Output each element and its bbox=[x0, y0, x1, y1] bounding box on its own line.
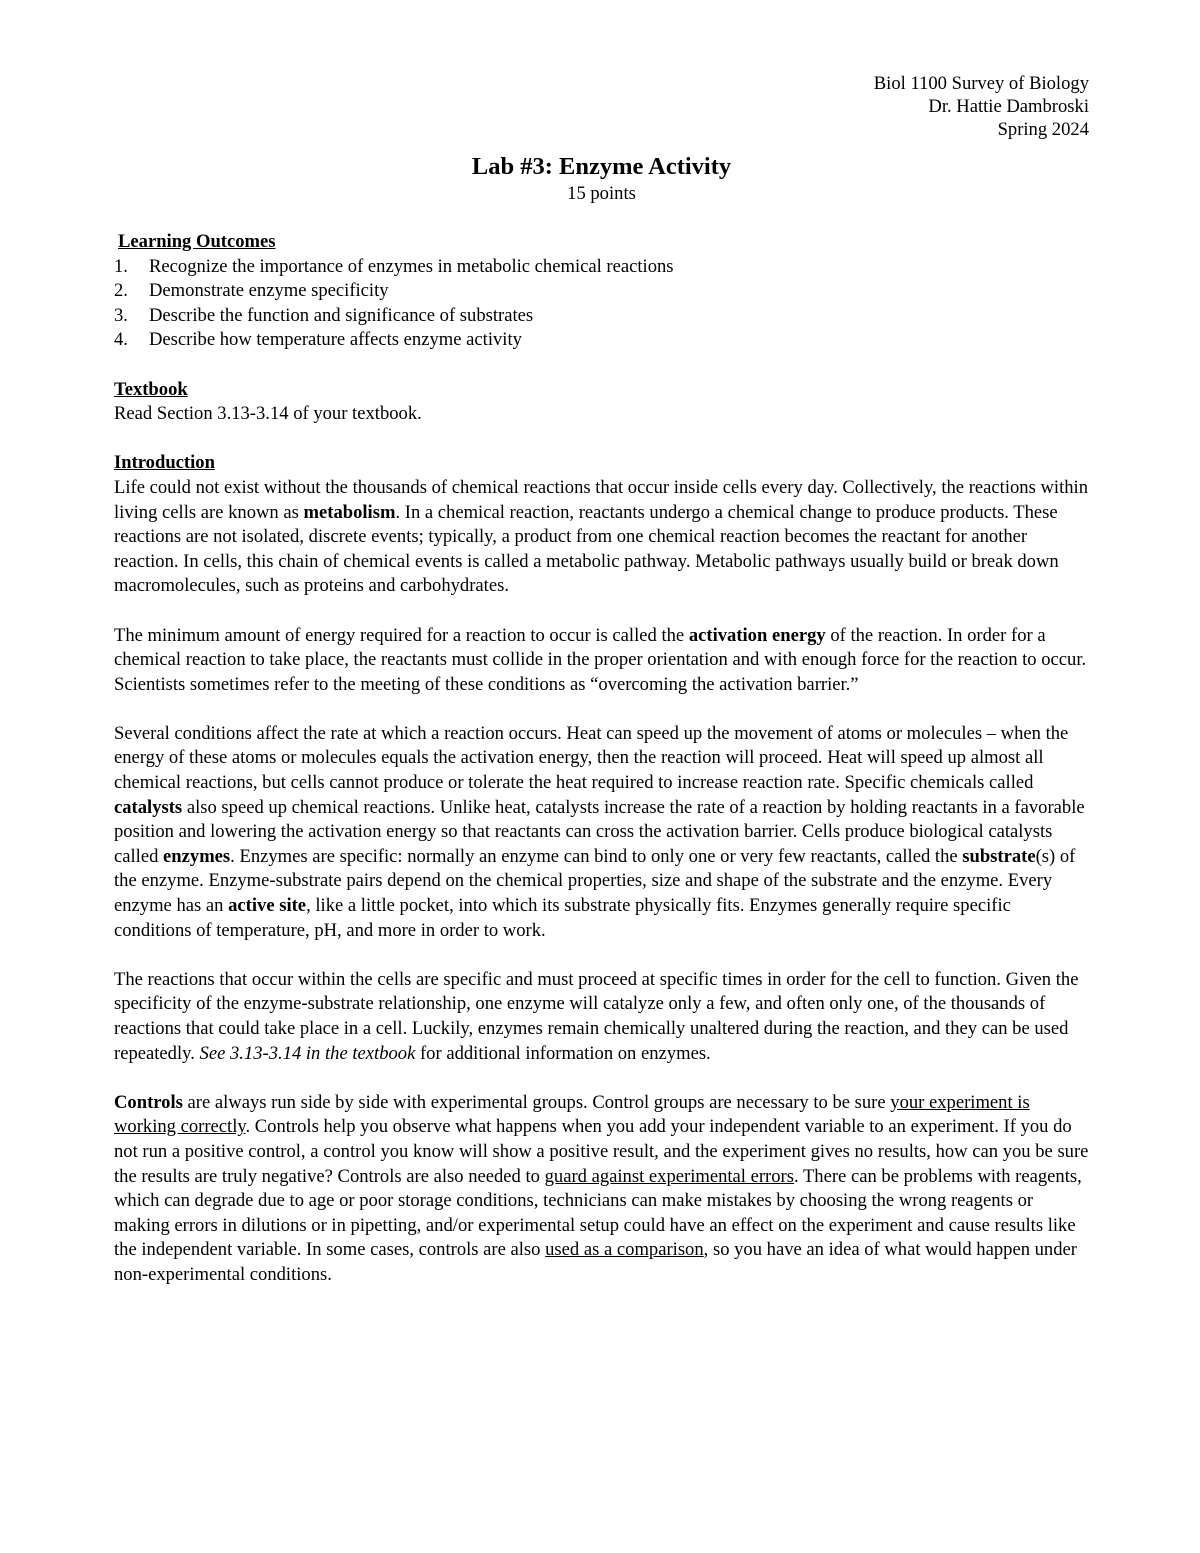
points-subtitle: 15 points bbox=[567, 183, 636, 204]
course-name: Biol 1100 Survey of Biology bbox=[873, 73, 1089, 94]
instructor-name: Dr. Hattie Dambroski bbox=[928, 96, 1089, 117]
list-item-text: Describe the function and significance of substrates bbox=[149, 304, 534, 326]
document-page bbox=[114, 72, 1089, 1288]
intro-paragraph-5: Controls are always run side by side with experimental groups. Control groups are necessary to be sure your experiment is working correctly. Controls help you observe what happens when you add your independent variable to an experiment. If you do not run a positive control, a control you know will show a positive result, and the experiment gives no results, how can you be sure the results are truly negative? Controls are also needed to guard against experimental errors. There can be problems with reagents, which can degrade due to age or poor storage conditions, technicians can make mistakes by choosing the wrong reagents or making errors in dilutions or in pipetting, and/or experimental setup could have an effect on the experiment and cause results like the independent variable. In some cases, controls are also used as a comparison, so you have an idea of what would happen under non-experimental conditions. bbox=[114, 1091, 1089, 1285]
list-item-number: 4. bbox=[114, 329, 128, 351]
list-item-text: Demonstrate enzyme specificity bbox=[149, 280, 389, 302]
intro-paragraph-1: Life could not exist without the thousands of chemical reactions that occur inside cells every day. Collectively, the reactions within living cells are known as metabolism. In a chemical reaction, reactants undergo a chemical change to produce products. These reactions are not isolated, discrete events; typically, a product from one chemical reaction becomes the reactant for another reaction. In cells, this chain of chemical events is called a metabolic pathway. Metabolic pathways usually build or break down macromolecules, such as proteins and carbohydrates. bbox=[114, 476, 1088, 597]
intro-paragraph-3: Several conditions affect the rate at which a reaction occurs. Heat can speed up the movement of atoms or molecules – when the energy of these atoms or molecules equals the activation energy, then the reaction will proceed. Heat will speed up almost all chemical reactions, but cells cannot produce or tolerate the heat required to increase reaction rate. Specific chemicals called catalysts also speed up chemical reactions. Unlike heat, catalysts increase the rate of a reaction by holding reactants in a favorable position and lowering the activation energy so that reactants can cross the activation barrier. Cells produce biological catalysts called enzymes. Enzymes are specific: normally an enzyme can bind to only one or very few reactants, called the substrate(s) of the enzyme. Enzyme-substrate pairs depend on the chemical properties, size and shape of the substrate and the enzyme. Every enzyme has an active site, like a little pocket, into which its substrate physically fits. Enzymes generally require specific conditions of temperature, pH, and more in order to work. bbox=[114, 722, 1085, 941]
list-item-text: Describe how temperature affects enzyme activity bbox=[149, 329, 522, 351]
term-enzymes: enzymes bbox=[163, 845, 231, 867]
list-item-text: Recognize the importance of enzymes in metabolic chemical reactions bbox=[149, 255, 674, 277]
underlined-phrase: used as a comparison bbox=[545, 1239, 704, 1261]
term-metabolism: metabolism bbox=[303, 501, 396, 523]
list-item-number: 2. bbox=[114, 280, 128, 302]
document-header bbox=[114, 72, 1089, 141]
textbook-reference: See 3.13-3.14 in the textbook bbox=[199, 1042, 416, 1064]
learning-outcomes-list bbox=[114, 255, 1089, 353]
intro-paragraph-2: The minimum amount of energy required for a reaction to occur is called the activation energy of the reaction. In order for a chemical reaction to take place, the reactants must collide in the proper orientation and with enough force for the reaction to occur. Scientists sometimes refer to the meeting of these conditions as “overcoming the activation barrier.” bbox=[114, 624, 1087, 695]
term-activation-energy: activation energy bbox=[688, 624, 826, 646]
term-active-site: active site bbox=[228, 895, 307, 917]
list-item-number: 1. bbox=[114, 255, 128, 277]
list-item bbox=[114, 304, 1089, 329]
intro-paragraph-4: The reactions that occur within the cells are specific and must proceed at specific times in order for the cell to function. Given the specificity of the enzyme-substrate relationship, one enzyme will catalyze only a few, and often only one, of the thousands of reactions that could take place in a cell. Luckily, enzymes remain chemically unaltered during the reaction, and they can be used repeatedly. See 3.13-3.14 in the textbook for additional information on enzymes. bbox=[114, 968, 1079, 1064]
textbook-heading: Textbook bbox=[114, 378, 188, 400]
list-item-number: 3. bbox=[114, 304, 128, 326]
term-catalysts: catalysts bbox=[114, 796, 183, 818]
underlined-phrase: your experiment is working correctly bbox=[114, 1091, 1030, 1138]
textbook-text: Read Section 3.13-3.14 of your textbook. bbox=[114, 403, 422, 425]
learning-outcomes-heading: Learning Outcomes bbox=[118, 231, 276, 252]
term-substrate: substrate bbox=[962, 845, 1036, 867]
underlined-phrase: guard against experimental errors bbox=[544, 1165, 794, 1187]
list-item bbox=[114, 279, 1089, 304]
term: Spring 2024 bbox=[997, 119, 1089, 140]
term-controls: Controls bbox=[114, 1091, 183, 1113]
list-item bbox=[114, 328, 1089, 353]
list-item bbox=[114, 255, 1089, 280]
introduction-heading: Introduction bbox=[114, 452, 215, 474]
page-title: Lab #3: Enzyme Activity bbox=[471, 153, 732, 180]
